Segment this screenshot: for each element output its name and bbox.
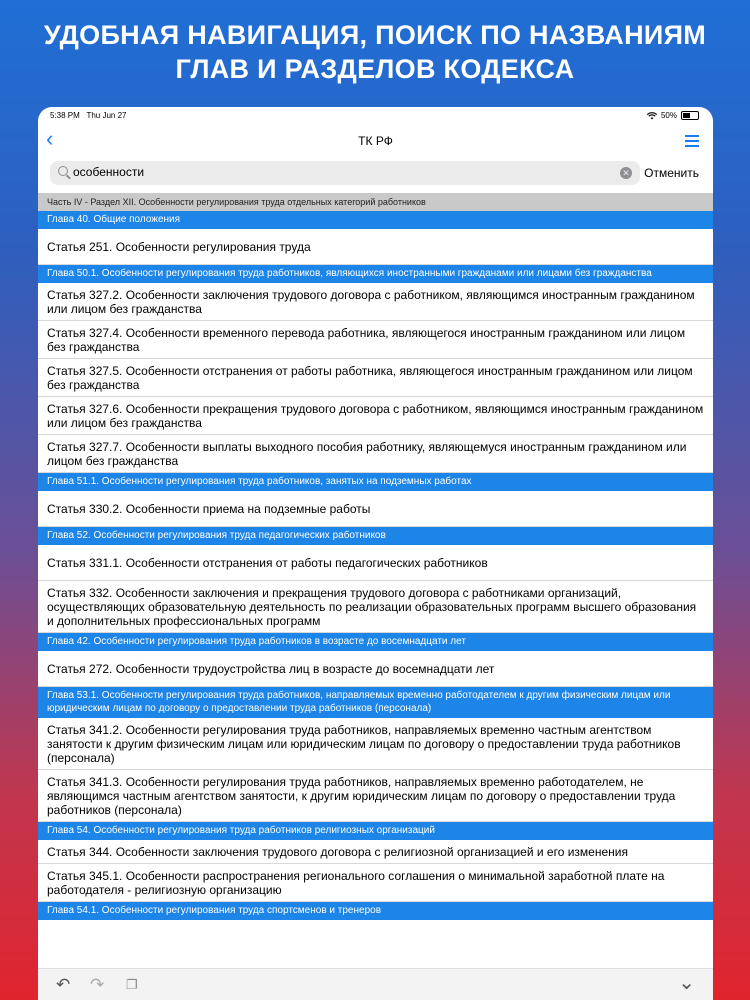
cancel-button[interactable]: Отменить bbox=[644, 166, 699, 180]
article-item[interactable]: Статья 327.7. Особенности выплаты выходного пособия работнику, являющемуся иностранным гражданином или лицом без гражданства bbox=[38, 435, 713, 473]
battery-percent: 50% bbox=[660, 111, 677, 120]
page-title: ТК РФ bbox=[358, 134, 393, 148]
tablet-screen bbox=[38, 107, 713, 1000]
undo-icon[interactable]: ↶ bbox=[56, 975, 71, 994]
clear-icon[interactable]: ✕ bbox=[620, 167, 632, 179]
promo-headline-line1: УДОБНАЯ НАВИГАЦИЯ, ПОИСК ПО НАЗВАНИЯМ bbox=[43, 20, 707, 50]
chapter-header[interactable]: Глава 51.1. Особенности регулирования труда работников, занятых на подземных работах bbox=[38, 473, 713, 491]
promo-headline-line2: ГЛАВ И РАЗДЕЛОВ КОДЕКСА bbox=[175, 54, 575, 84]
chapter-header[interactable]: Глава 42. Особенности регулирования труда работников в возрасте до восемнадцати лет bbox=[38, 633, 713, 651]
article-item[interactable]: Статья 345.1. Особенности распространения регионального соглашения о минимальной заработной плате на работодателя - религиозную организацию bbox=[38, 864, 713, 902]
article-item[interactable]: Статья 327.5. Особенности отстранения от работы работника, являющегося иностранным гражданином или лицом без гражданства bbox=[38, 359, 713, 397]
article-item[interactable]: Статья 272. Особенности трудоустройства лиц в возрасте до восемнадцати лет bbox=[38, 651, 713, 687]
search-box[interactable] bbox=[50, 161, 640, 185]
status-time: 5:38 PM Thu Jun 27 bbox=[50, 111, 127, 120]
back-icon[interactable]: ‹ bbox=[46, 126, 54, 151]
part-header: Часть IV - Раздел XII. Особенности регулирования труда отдельных категорий работников bbox=[38, 193, 713, 211]
article-item[interactable]: Статья 251. Особенности регулирования труда bbox=[38, 229, 713, 265]
chapter-header[interactable]: Глава 53.1. Особенности регулирования труда работников, направляемых временно работодателем к другим физическим лицам или юридическим лицам по договору о предоставлении труда работников (персонала) bbox=[38, 687, 713, 718]
keyboard-toolbar bbox=[38, 968, 713, 1000]
results-list bbox=[38, 193, 713, 969]
article-item[interactable]: Статья 331.1. Особенности отстранения от работы педагогических работников bbox=[38, 545, 713, 581]
wifi-icon bbox=[647, 112, 657, 120]
chapter-header[interactable]: Глава 40. Общие положения bbox=[38, 211, 713, 229]
chapter-header[interactable]: Глава 52. Особенности регулирования труда педагогических работников bbox=[38, 527, 713, 545]
chevron-down-icon[interactable]: ⌄ bbox=[678, 972, 695, 994]
article-item[interactable]: Статья 327.4. Особенности временного перевода работника, являющегося иностранным гражданином или лицом без гражданства bbox=[38, 321, 713, 359]
status-bar bbox=[38, 107, 713, 125]
search-icon bbox=[58, 166, 68, 176]
article-item[interactable]: Статья 327.2. Особенности заключения трудового договора с работником, являющимся иностранным гражданином или лицом без гражданства bbox=[38, 283, 713, 321]
navigation-bar bbox=[38, 125, 713, 155]
hamburger-icon[interactable] bbox=[685, 135, 699, 150]
chapter-header[interactable]: Глава 50.1. Особенности регулирования труда работников, являющихся иностранными гражданами или лицами без гражданства bbox=[38, 265, 713, 283]
search-row bbox=[38, 155, 713, 193]
article-item[interactable]: Статья 327.6. Особенности прекращения трудового договора с работником, являющимся иностранным гражданином или лицом без гражданства bbox=[38, 397, 713, 435]
battery-fill bbox=[683, 113, 690, 118]
article-item[interactable]: Статья 344. Особенности заключения трудового договора с религиозной организацией и его изменения bbox=[38, 840, 713, 864]
copy-icon[interactable]: ❐ bbox=[126, 977, 138, 992]
article-item[interactable]: Статья 341.2. Особенности регулирования труда работников, направляемых временно частным агентством занятости к другим физическим лицам или юридическим лицам по договору о предоставлении труда работников (персонала) bbox=[38, 718, 713, 770]
promo-headline bbox=[0, 18, 750, 86]
article-item[interactable]: Статья 330.2. Особенности приема на подземные работы bbox=[38, 491, 713, 527]
battery-icon bbox=[681, 111, 699, 120]
article-item[interactable]: Статья 341.3. Особенности регулирования труда работников, направляемых временно работодателем, не являющимся частным агентством занятости, к другим юридическим лицам по договору о предоставлении труда работников (персонала) bbox=[38, 770, 713, 822]
chapter-header[interactable]: Глава 54. Особенности регулирования труда работников религиозных организаций bbox=[38, 822, 713, 840]
status-right bbox=[647, 111, 699, 120]
article-item[interactable]: Статья 332. Особенности заключения и прекращения трудового договора с работниками организаций, осуществляющих образовательную деятельность по реализации образовательных программ высшего образования и дополнительных профессиональных программ bbox=[38, 581, 713, 633]
redo-icon[interactable]: ↷ bbox=[90, 975, 105, 994]
search-input[interactable] bbox=[73, 165, 593, 179]
chapter-header[interactable]: Глава 54.1. Особенности регулирования труда спортсменов и тренеров bbox=[38, 902, 713, 920]
